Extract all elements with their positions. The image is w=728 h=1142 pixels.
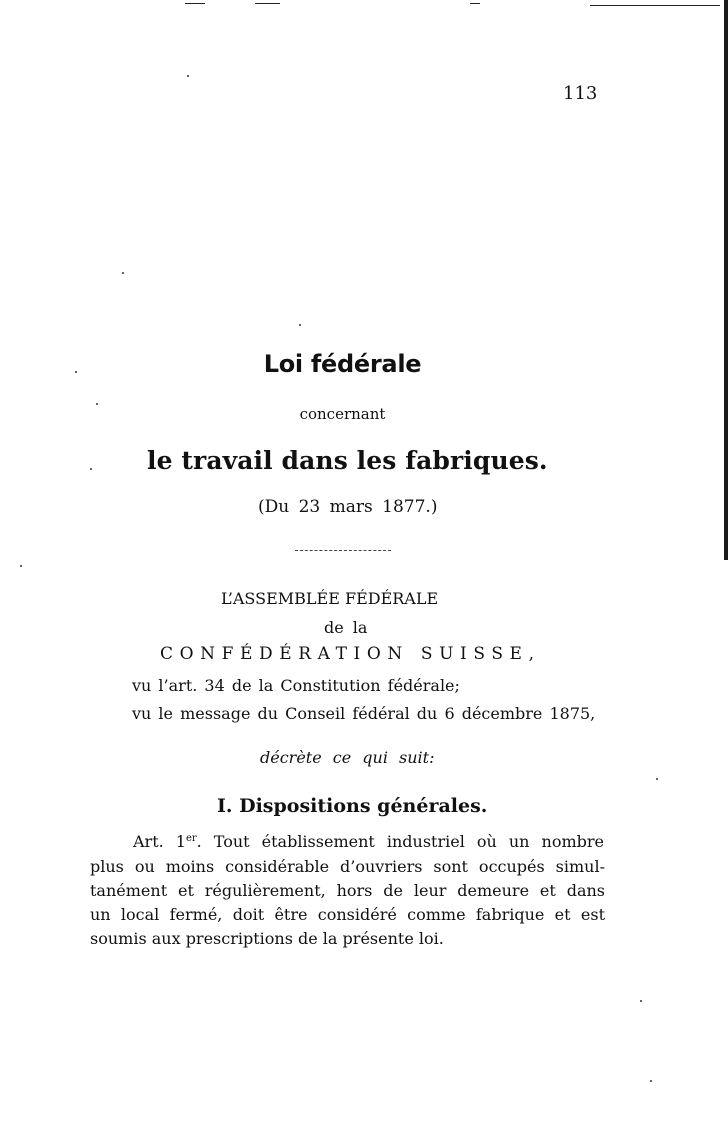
article-1-line: Art. 1er. Tout établissement industriel où un nombre xyxy=(133,832,604,851)
law-title: Loi fédérale xyxy=(263,350,422,378)
scan-speck xyxy=(187,75,189,77)
scan-speck xyxy=(650,1080,652,1082)
page-number: 113 xyxy=(563,83,598,104)
de-la-text: de la xyxy=(324,618,368,637)
confederation-heading: CONFÉDÉRATION SUISSE, xyxy=(160,644,541,664)
scan-right-edge xyxy=(724,0,728,560)
article-1-line: un local fermé, doit être considéré comme fabrique et est xyxy=(90,905,605,924)
scan-speck xyxy=(640,1000,642,1002)
article-1-number: Art. 1er xyxy=(133,832,197,851)
separator-rule xyxy=(295,550,391,552)
scan-speck xyxy=(122,272,124,274)
scan-speck xyxy=(90,468,92,470)
scan-top-edge xyxy=(0,0,728,8)
article-1-line: plus ou moins considérable d’ouvriers sont occupés simul- xyxy=(90,857,605,876)
scan-speck xyxy=(656,778,658,780)
section-title: I. Dispositions générales. xyxy=(217,795,488,817)
concernant-label: concernant xyxy=(299,405,386,423)
article-1-line: soumis aux prescriptions de la présente loi. xyxy=(90,929,444,948)
decree-formula: décrète ce qui suit: xyxy=(260,748,435,767)
preamble-vu-line: vu le message du Conseil fédéral du 6 décembre 1875, xyxy=(132,704,596,723)
preamble-vu-line: vu l’art. 34 de la Constitution fédérale; xyxy=(132,676,460,695)
article-1-line: tanément et régulièrement, hors de leur demeure et dans xyxy=(90,881,605,900)
assembly-heading: L’ASSEMBLÉE FÉDÉRALE xyxy=(221,589,439,608)
law-date: (Du 23 mars 1877.) xyxy=(258,497,438,517)
scan-speck xyxy=(299,324,301,326)
law-subtitle: le travail dans les fabriques. xyxy=(147,446,548,475)
scan-speck xyxy=(20,565,22,567)
